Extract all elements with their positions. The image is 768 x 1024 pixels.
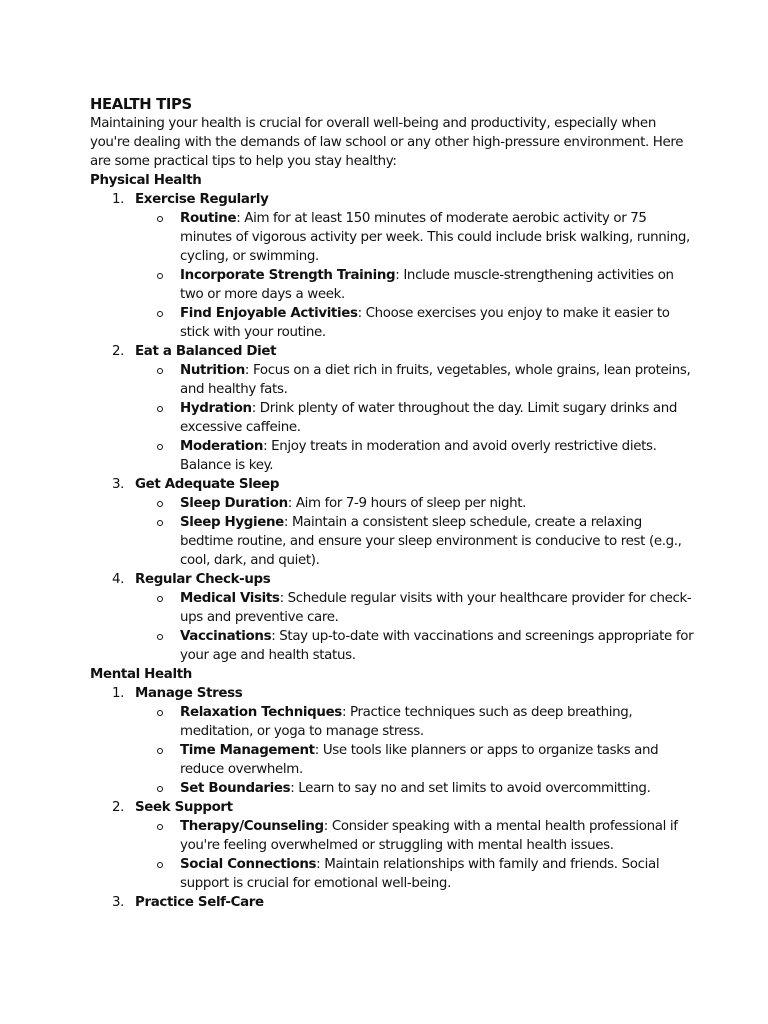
sub-list	[135, 494, 698, 570]
bullet-text: : Maintain a consistent sleep schedule, create a relaxing bedtime routine, and ensure your sleep environment is conducive to rest (e.g., cool, dark, and quiet).	[180, 515, 682, 568]
list-item-title: Manage Stress	[135, 686, 243, 701]
bullet-label: Incorporate Strength Training	[180, 268, 396, 283]
sub-list-item	[135, 513, 698, 570]
bullet-text: : Consider speaking with a mental health professional if you're feeling overwhelmed or struggling with mental health issues.	[180, 819, 678, 853]
list-number: 1.	[112, 686, 125, 701]
bullet-text: : Use tools like planners or apps to organize tasks and reduce overwhelm.	[180, 743, 659, 777]
sub-list-item	[135, 399, 698, 437]
sub-list-item	[135, 627, 698, 665]
bullet-label: Medical Visits	[180, 591, 280, 606]
bullet-label: Set Boundaries	[180, 781, 291, 796]
bullet-text: : Stay up-to-date with vaccinations and screenings appropriate for your age and health status.	[180, 629, 694, 663]
list-item-title: Eat a Balanced Diet	[135, 344, 277, 359]
sub-list-item	[135, 855, 698, 893]
bullet-label: Relaxation Techniques	[180, 705, 342, 720]
circle-bullet-icon	[157, 406, 163, 412]
sub-list-item	[135, 209, 698, 266]
list-number: 1.	[112, 192, 125, 207]
sub-list	[135, 361, 698, 475]
intro-paragraph: Maintaining your health is crucial for overall well-being and productivity, especially when you're dealing with the demands of law school or any other high-pressure environment. Here are some practical tips to help you stay healthy:	[90, 116, 684, 169]
sub-list	[135, 817, 698, 893]
bullet-label: Routine	[180, 211, 237, 226]
bullet-text: : Aim for 7-9 hours of sleep per night.	[287, 496, 527, 511]
circle-bullet-icon	[157, 748, 163, 754]
list-item	[90, 342, 698, 475]
circle-bullet-icon	[157, 710, 163, 716]
bullet-label: Nutrition	[180, 363, 245, 378]
sub-list	[135, 209, 698, 342]
bullet-text: : Schedule regular visits with your healthcare provider for check-ups and preventive care.	[180, 591, 692, 625]
bullet-label: Sleep Duration	[180, 496, 288, 511]
list-number: 4.	[112, 572, 125, 587]
circle-bullet-icon	[157, 520, 163, 526]
list-item	[90, 684, 698, 798]
bullet-label: Social Connections	[180, 857, 317, 872]
list-item-title: Regular Check-ups	[135, 572, 271, 587]
list-number: 2.	[112, 800, 125, 815]
list-item	[90, 475, 698, 570]
list-item-title: Get Adequate Sleep	[135, 477, 280, 492]
section-heading-physical-health: Physical Health	[90, 173, 202, 188]
bullet-text: : Practice techniques such as deep breathing, meditation, or yoga to manage stress.	[180, 705, 633, 739]
bullet-text: : Drink plenty of water throughout the day. Limit sugary drinks and excessive caffeine.	[180, 401, 678, 435]
bullet-text: : Learn to say no and set limits to avoid overcommitting.	[290, 781, 651, 796]
sub-list-item	[135, 437, 698, 475]
circle-bullet-icon	[157, 273, 163, 279]
sub-list-item	[135, 779, 698, 798]
list-item	[90, 893, 698, 912]
bullet-label: Vaccinations	[180, 629, 272, 644]
bullet-text: : Aim for at least 150 minutes of moderate aerobic activity or 75 minutes of vigorous activity per week. This could include brisk walking, running, cycling, or swimming.	[180, 211, 690, 264]
list-number: 3.	[112, 895, 125, 910]
list-item	[90, 190, 698, 342]
section-heading-mental-health: Mental Health	[90, 667, 192, 682]
circle-bullet-icon	[157, 216, 163, 222]
list-number: 3.	[112, 477, 125, 492]
sub-list-item	[135, 703, 698, 741]
circle-bullet-icon	[157, 862, 163, 868]
bullet-label: Find Enjoyable Activities	[180, 306, 358, 321]
circle-bullet-icon	[157, 368, 163, 374]
circle-bullet-icon	[157, 634, 163, 640]
sub-list-item	[135, 361, 698, 399]
bullet-text: : Focus on a diet rich in fruits, vegetables, whole grains, lean proteins, and healthy fats.	[180, 363, 691, 397]
bullet-text: : Enjoy treats in moderation and avoid overly restrictive diets. Balance is key.	[180, 439, 657, 473]
sub-list	[135, 703, 698, 798]
sub-list-item	[135, 494, 698, 513]
sub-list-item	[135, 741, 698, 779]
sub-list	[135, 589, 698, 665]
sub-list-item	[135, 266, 698, 304]
mental-health-list	[90, 684, 698, 912]
physical-health-list	[90, 190, 698, 665]
list-item	[90, 798, 698, 893]
list-item	[90, 570, 698, 665]
circle-bullet-icon	[157, 311, 163, 317]
list-item-title: Practice Self-Care	[135, 895, 264, 910]
sub-list-item	[135, 589, 698, 627]
circle-bullet-icon	[157, 444, 163, 450]
circle-bullet-icon	[157, 596, 163, 602]
list-number: 2.	[112, 344, 125, 359]
sub-list-item	[135, 817, 698, 855]
bullet-label: Hydration	[180, 401, 252, 416]
circle-bullet-icon	[157, 501, 163, 507]
bullet-text: : Maintain relationships with family and friends. Social support is crucial for emotional well-being.	[180, 857, 660, 891]
circle-bullet-icon	[157, 824, 163, 830]
sub-list-item	[135, 304, 698, 342]
bullet-label: Time Management	[180, 743, 315, 758]
bullet-text: : Choose exercises you enjoy to make it easier to stick with your routine.	[180, 306, 670, 340]
document-title: HEALTH TIPS	[90, 96, 192, 113]
bullet-label: Moderation	[180, 439, 264, 454]
bullet-text: : Include muscle-strengthening activities on two or more days a week.	[180, 268, 674, 302]
list-item-title: Exercise Regularly	[135, 192, 269, 207]
bullet-label: Therapy/Counseling	[180, 819, 324, 834]
bullet-label: Sleep Hygiene	[180, 515, 284, 530]
list-item-title: Seek Support	[135, 800, 233, 815]
circle-bullet-icon	[157, 786, 163, 792]
